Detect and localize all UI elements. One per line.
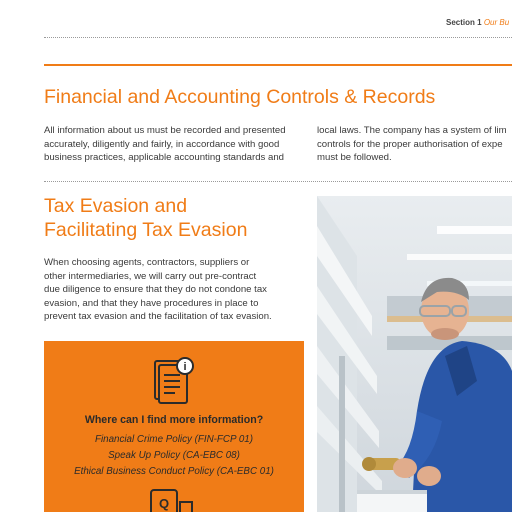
policy-link[interactable]: Ethical Business Conduct Policy (CA-EBC 01) xyxy=(74,466,274,477)
section-label: Section 1 xyxy=(446,18,482,27)
financial-controls-heading: Financial and Accounting Controls & Records xyxy=(44,86,436,108)
heading-line: Facilitating Tax Evasion xyxy=(44,219,248,241)
text-line: prevent tax evasion and the facilitation of tax evasion. xyxy=(44,311,272,322)
text-line: local laws. The company has a system of lim xyxy=(317,125,507,136)
tax-evasion-heading xyxy=(44,194,247,242)
section-subtitle: Our Bu xyxy=(483,18,510,27)
policy-link[interactable]: Speak Up Policy (CA-EBC 08) xyxy=(108,450,240,461)
text-line: business practices, applicable accounting standards and xyxy=(44,152,284,163)
policy-link[interactable]: Financial Crime Policy (FIN-FCP 01) xyxy=(94,434,254,445)
text-line: When choosing agents, contractors, suppliers or xyxy=(44,257,250,268)
question-document-icon xyxy=(148,488,200,512)
section-rule xyxy=(44,64,512,66)
section-divider xyxy=(44,181,512,182)
text-line: due diligence to ensure that they do not condone tax xyxy=(44,284,267,295)
text-line: must be followed. xyxy=(317,152,392,163)
document-info-icon xyxy=(149,355,197,407)
financial-col1 xyxy=(44,124,312,165)
page-header xyxy=(446,18,512,27)
text-line: other intermediaries, we will carry out pre-contract xyxy=(44,270,257,282)
text-line: controls for the proper authorisation of expe xyxy=(317,138,503,150)
worker-in-warehouse-photo xyxy=(317,196,512,512)
more-information-box xyxy=(44,341,304,512)
info-glyph: i xyxy=(183,361,187,373)
financial-col2 xyxy=(317,124,512,165)
info-box-title: Where can I find more information? xyxy=(84,414,264,426)
question-glyph: Q xyxy=(158,496,170,511)
heading-line: Tax Evasion and xyxy=(44,195,188,217)
text-line: evasion, and that they have procedures in place to xyxy=(44,297,259,309)
text-line: All information about us must be recorded and presented xyxy=(44,125,286,136)
text-line: accurately, diligently and fairly, in accordance with good xyxy=(44,138,280,150)
header-divider xyxy=(44,37,512,38)
tax-evasion-body xyxy=(44,256,312,324)
